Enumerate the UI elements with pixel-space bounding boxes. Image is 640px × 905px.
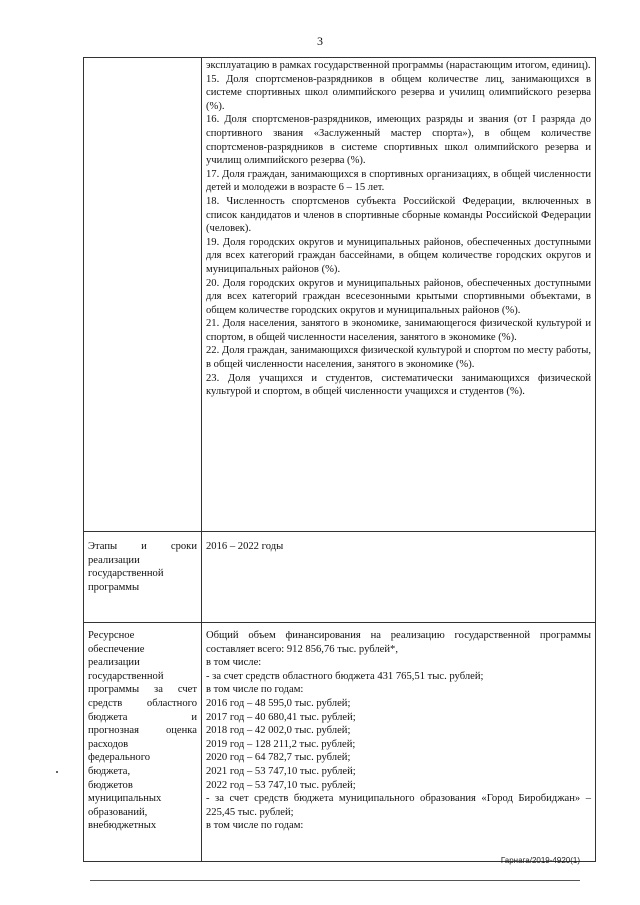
document-footer-code: Гарнага/2019-4920(1)	[500, 856, 580, 865]
indicator-15: 15. Доля спортсменов-разрядников в общем количестве лиц, занимающихся в системе спортивных школ олимпийского резерва и училищ олимпийского резерва (%).	[206, 73, 591, 112]
funding-year-2018: 2018 год – 42 002,0 тыс. рублей;	[206, 725, 351, 737]
table-row-stages	[84, 532, 596, 623]
stages-value: 2016 – 2022 годы	[206, 541, 284, 552]
funding-line: в том числе:	[206, 657, 262, 669]
scan-mark	[56, 771, 58, 773]
stages-value-cell	[202, 532, 596, 623]
indicator-16: 16. Доля спортсменов-разрядников, имеющих разряды и звания (от I разряда до спортивного звания «Заслуженный мастер спорта»), в общем количестве спортсменов-разрядников в системе спортивных школ олимпийского резерва и училищ олимпийского резерва (%).	[206, 114, 591, 167]
funding-year-2017: 2017 год – 40 680,41 тыс. рублей;	[206, 711, 356, 723]
resources-label-line: внебюджетных	[88, 820, 157, 832]
stages-label-line: реализации	[88, 554, 140, 566]
resources-label-line: бюджета,	[88, 765, 131, 777]
resources-label-line: бюджетов	[88, 779, 133, 791]
indicators-value-cell	[202, 58, 596, 532]
funding-year-2022: 2022 год – 53 747,10 тыс. рублей;	[206, 779, 356, 791]
stages-label-line: программы	[88, 581, 140, 593]
resources-label-line: федерального	[88, 752, 151, 764]
stages-label-line: Этапы и сроки	[88, 541, 197, 552]
indicators-label-cell	[84, 58, 202, 532]
program-passport-table	[83, 57, 596, 862]
indicator-19: 19. Доля городских округов и муниципальных районов, обеспеченных доступными для всех категорий граждан бассейнами, в общем количестве городских округов и муниципальных районов (%).	[206, 236, 591, 275]
indicator-17: 17. Доля граждан, занимающихся в спортивных организациях, в общей численности детей и молодежи в возрасте 6 – 15 лет.	[206, 168, 591, 194]
stages-label-cell	[84, 532, 202, 623]
funding-year-2019: 2019 год – 128 211,2 тыс. рублей;	[206, 738, 356, 750]
funding-year-2016: 2016 год – 48 595,0 тыс. рублей;	[206, 697, 351, 709]
resources-label-line: средств областного	[88, 697, 197, 709]
funding-municipal-total: - за счет средств бюджета муниципального образования «Город Биробиджан» – 225,45 тыс. рублей;	[206, 793, 591, 818]
resources-label-line: Ресурсное	[88, 630, 135, 641]
indicator-23: 23. Доля учащихся и студентов, систематически занимающихся физической культурой и спортом, в общей численности учащихся и студентов (%).	[206, 372, 591, 398]
table-row-indicators	[84, 58, 596, 532]
bottom-rule	[90, 880, 580, 881]
funding-regional-total: - за счет средств областного бюджета 431 765,51 тыс. рублей;	[206, 670, 484, 682]
resources-label-line: бюджета и	[88, 711, 197, 723]
stages-label-line: государственной	[88, 568, 164, 580]
indicator-21: 21. Доля населения, занятого в экономике, занимающегося физической культурой и спортом, в общей численности населения, занятого в экономике (%).	[206, 318, 591, 343]
page-number: 3	[317, 34, 323, 48]
indicator-18: 18. Численность спортсменов субъекта Российской Федерации, включенных в список кандидатов и членов в спортивные сборные команды Российской Федерации (человек).	[206, 195, 591, 235]
indicator-20: 20. Доля городских округов и муниципальных районов, обеспеченных доступными для всех категорий граждан всесезонными крытыми спортивными объектами, в общем количестве городских округов и муниципальных районов (%).	[206, 277, 591, 316]
resources-label-cell	[84, 623, 202, 862]
table-row-resources	[84, 623, 596, 862]
resources-label-line: прогнозная оценка	[88, 725, 197, 737]
resources-label-line: муниципальных	[88, 793, 162, 805]
resources-label-line: реализации	[88, 657, 140, 669]
resources-label-line: образований,	[88, 806, 148, 818]
funding-year-2021: 2021 год – 53 747,10 тыс. рублей;	[206, 765, 356, 777]
resources-label-line: программы за счет	[88, 684, 197, 696]
resources-label-line: государственной	[88, 670, 164, 682]
funding-line: в том числе по годам:	[206, 684, 304, 696]
resources-label-line: расходов	[88, 738, 129, 750]
resources-label-line: обеспечение	[88, 643, 145, 655]
indicator-14-tail: эксплуатацию в рамках государственной программы (нарастающим итогом, единиц).	[206, 60, 591, 71]
funding-year-2020: 2020 год – 64 782,7 тыс. рублей;	[206, 752, 351, 764]
funding-line: в том числе по годам:	[206, 820, 304, 832]
resources-value-cell	[202, 623, 596, 862]
indicator-22: 22. Доля граждан, занимающихся физической культурой и спортом по месту работы, в общей численности населения, занятого в экономике (%).	[206, 345, 591, 371]
funding-total: Общий объем финансирования на реализацию государственной программы составляет всего: 912 856,76 тыс. рублей*,	[206, 630, 591, 655]
